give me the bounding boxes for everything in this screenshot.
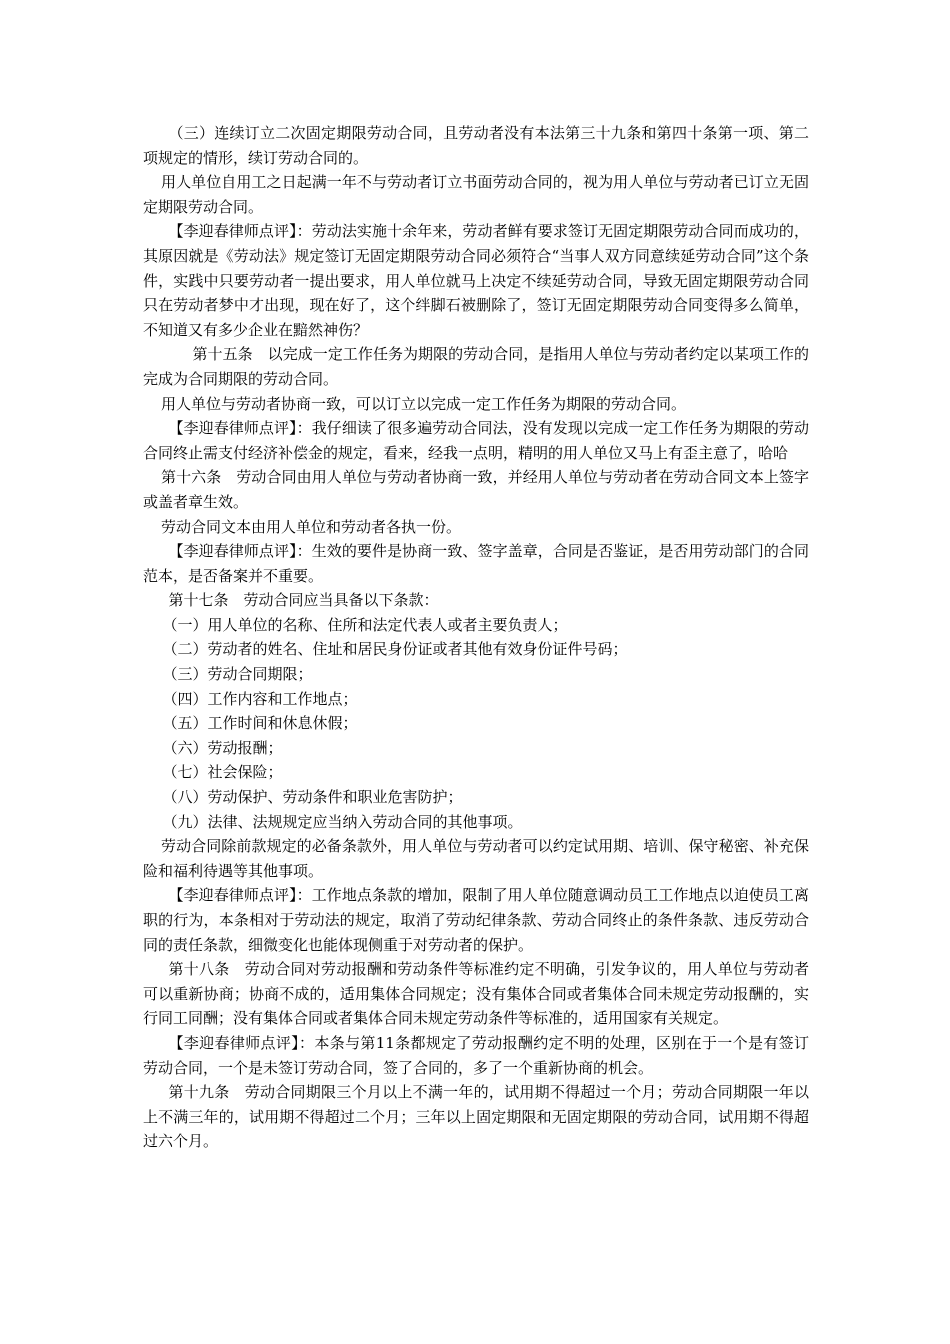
- paragraph-article-19: 第十九条 劳动合同期限三个月以上不满一年的，试用期不得超过一个月；劳动合同期限一年以上不满三年的，试用期不得超过二个月；三年以上固定期限和无固定期限的劳动合同，试用期不得超过六个月。: [143, 1083, 809, 1151]
- list-item: （八）劳动保护、劳动条件和职业危害防护；: [162, 788, 463, 807]
- paragraph-article-17: 第十七条 劳动合同应当具备以下条款：: [168, 591, 439, 610]
- paragraph-article-16: 第十六条 劳动合同由用人单位与劳动者协商一致，并经用人单位与劳动者在劳动合同文本上签字或盖者章生效。: [143, 468, 809, 511]
- paragraph-article-16-sub: 劳动合同文本由用人单位和劳动者各执一份。: [161, 517, 462, 536]
- paragraph-lawyer-comment-3: 【李迎春律师点评】：生效的要件是协商一致、签字盖章，合同是否鉴证，是否用劳动部门的合同范本，是否备案并不重要。: [143, 542, 809, 585]
- paragraph-article-15: 第十五条 以完成一定工作任务为期限的劳动合同，是指用人单位与劳动者约定以某项工作的完成为合同期限的劳动合同。: [143, 345, 809, 388]
- paragraph-lawyer-comment-2: 【李迎春律师点评】：我仔细读了很多遍劳动合同法，没有发现以完成一定工作任务为期限的劳动合同终止需支付经济补偿金的规定，看来，经我一点明，精明的用人单位又马上有歪主意了，哈哈: [143, 419, 809, 462]
- paragraph-article-15-sub: 用人单位与劳动者协商一致，可以订立以完成一定工作任务为期限的劳动合同。: [161, 394, 687, 413]
- list-item: （三）劳动合同期限；: [162, 665, 313, 684]
- list-item: （七）社会保险；: [162, 763, 283, 782]
- paragraph-deemed-contract: 用人单位自用工之日起满一年不与劳动者订立书面劳动合同的，视为用人单位与劳动者已订立无固定期限劳动合同。: [143, 173, 809, 216]
- document-page: [143, 121, 809, 1154]
- article-17-clause-list: [143, 613, 809, 834]
- paragraph-clause-3: （三）连续订立二次固定期限劳动合同，且劳动者没有本法第三十九条和第四十条第一项、第二项规定的情形，续订劳动合同的。: [143, 124, 809, 167]
- list-item: （二）劳动者的姓名、住址和居民身份证或者其他有效身份证件号码；: [162, 640, 628, 659]
- paragraph-article-18: 第十八条 劳动合同对劳动报酬和劳动条件等标准约定不明确，引发争议的，用人单位与劳动者可以重新协商；协商不成的，适用集体合同规定；没有集体合同或者集体合同未规定劳动报酬的，实行同工同酬；没有集体合同或者集体合同未规定劳动条件等标准的，适用国家有关规定。: [143, 960, 809, 1028]
- paragraph-lawyer-comment-1: 【李迎春律师点评】：劳动法实施十余年来，劳动者鲜有要求签订无固定期限劳动合同而成功的，其原因就是《劳动法》规定签订无固定期限劳动合同必须符合“当事人双方同意续延劳动合同”这个条件，实践中只要劳动者一提出要求，用人单位就马上决定不续延劳动合同，导致无固定期限劳动合同只在劳动者梦中才出现，现在好了，这个绊脚石被删除了，签订无固定期限劳动合同变得多么简单，不知道又有多少企业在黯然神伤？: [143, 222, 809, 339]
- list-item: （五）工作时间和休息休假；: [162, 714, 358, 733]
- list-item: （六）劳动报酬；: [162, 738, 283, 757]
- list-item: （四）工作内容和工作地点；: [162, 689, 358, 708]
- list-item: （一）用人单位的名称、住所和法定代表人或者主要负责人；: [162, 615, 568, 634]
- paragraph-article-17-optional: 劳动合同除前款规定的必备条款外，用人单位与劳动者可以约定试用期、培训、保守秘密、补充保险和福利待遇等其他事项。: [143, 837, 809, 880]
- paragraph-lawyer-comment-5: 【李迎春律师点评】：本条与第11条都规定了劳动报酬约定不明的处理，区别在于一个是有签订劳动合同，一个是未签订劳动合同，签了合同的，多了一个重新协商的机会。: [143, 1033, 809, 1077]
- paragraph-lawyer-comment-4: 【李迎春律师点评】：工作地点条款的增加，限制了用人单位随意调动员工工作地点以迫使员工离职的行为，本条相对于劳动法的规定，取消了劳动纪律条款、劳动合同终止的条件条款、违反劳动合同的责任条款，细微变化也能体现侧重于对劳动者的保护。: [143, 886, 809, 954]
- list-item: （九）法律、法规规定应当纳入劳动合同的其他事项。: [162, 812, 523, 831]
